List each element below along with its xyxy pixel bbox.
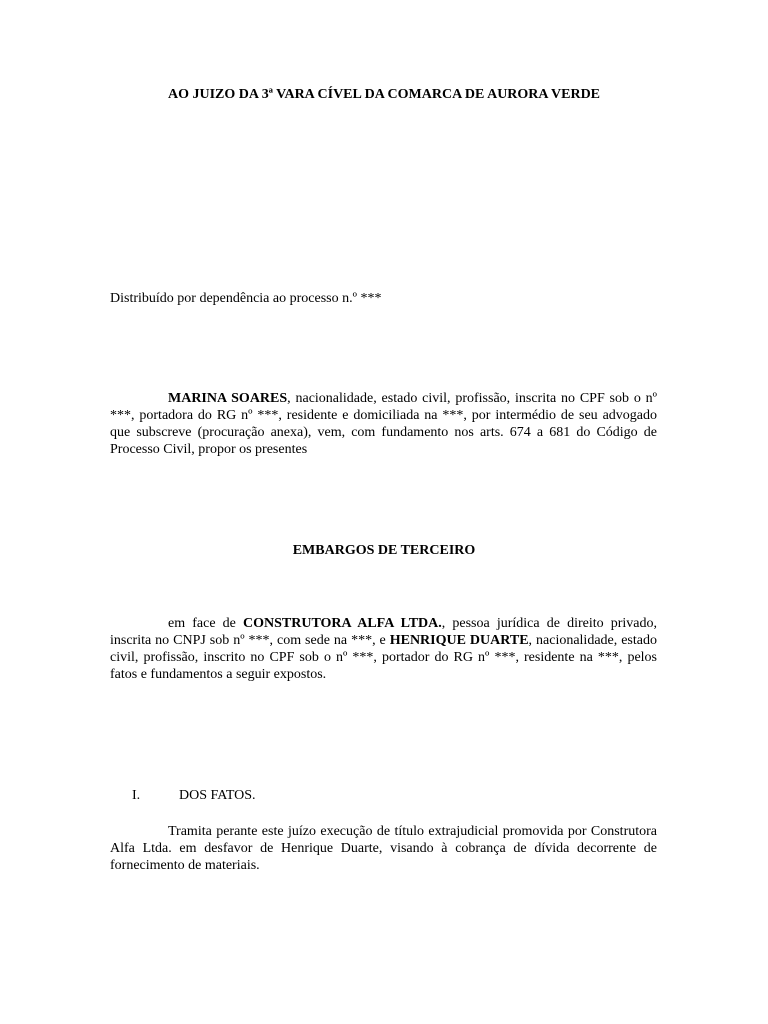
section-number: I. xyxy=(132,788,141,803)
document-title: AO JUIZO DA 3ª VARA CÍVEL DA COMARCA DE AURORA VERDE xyxy=(167,87,601,102)
distribution-line: Distribuído por dependência ao processo n.º *** xyxy=(110,291,382,306)
qualification-text: , nacionalidade, estado civil, profissão, inscrita no CPF sob o nº ***, portadora do RG nº ***, residente e domiciliada na ***, por intermédio de seu advogado que subscreve (procuração anexa), vem, com fundamento nos arts. 674 a 681 do Código de Processo Civil, propor os presentes xyxy=(110,391,657,457)
plaintiff-name: MARINA SOARES xyxy=(168,391,288,406)
defendant-person-name: HENRIQUE DUARTE xyxy=(389,633,529,648)
defendants-middle-text: , pessoa jurídica de direito privado, inscrita no CNPJ sob nº ***, com sede na ***, e xyxy=(110,616,657,648)
action-title: EMBARGOS DE TERCEIRO xyxy=(292,543,476,558)
qualification-paragraph xyxy=(110,390,657,458)
section-heading-facts xyxy=(132,787,256,804)
defendants-paragraph xyxy=(110,615,657,683)
defendants-suffix-text: , nacionalidade, estado civil, profissão, inscrito no CPF sob o nº ***, portador do RG nº ***, residente na ***, pelos fatos e fundamentos a seguir expostos. xyxy=(110,633,657,682)
defendant-company-name: CONSTRUTORA ALFA LTDA. xyxy=(243,616,442,631)
section-title: DOS FATOS. xyxy=(179,788,256,803)
defendants-prefix: em face de xyxy=(168,616,243,631)
facts-paragraph: Tramita perante este juízo execução de título extrajudicial promovida por Construtora Alfa Ltda. em desfavor de Henrique Duarte, visando à cobrança de dívida decorrente de fornecimento de materiais. xyxy=(110,824,657,873)
